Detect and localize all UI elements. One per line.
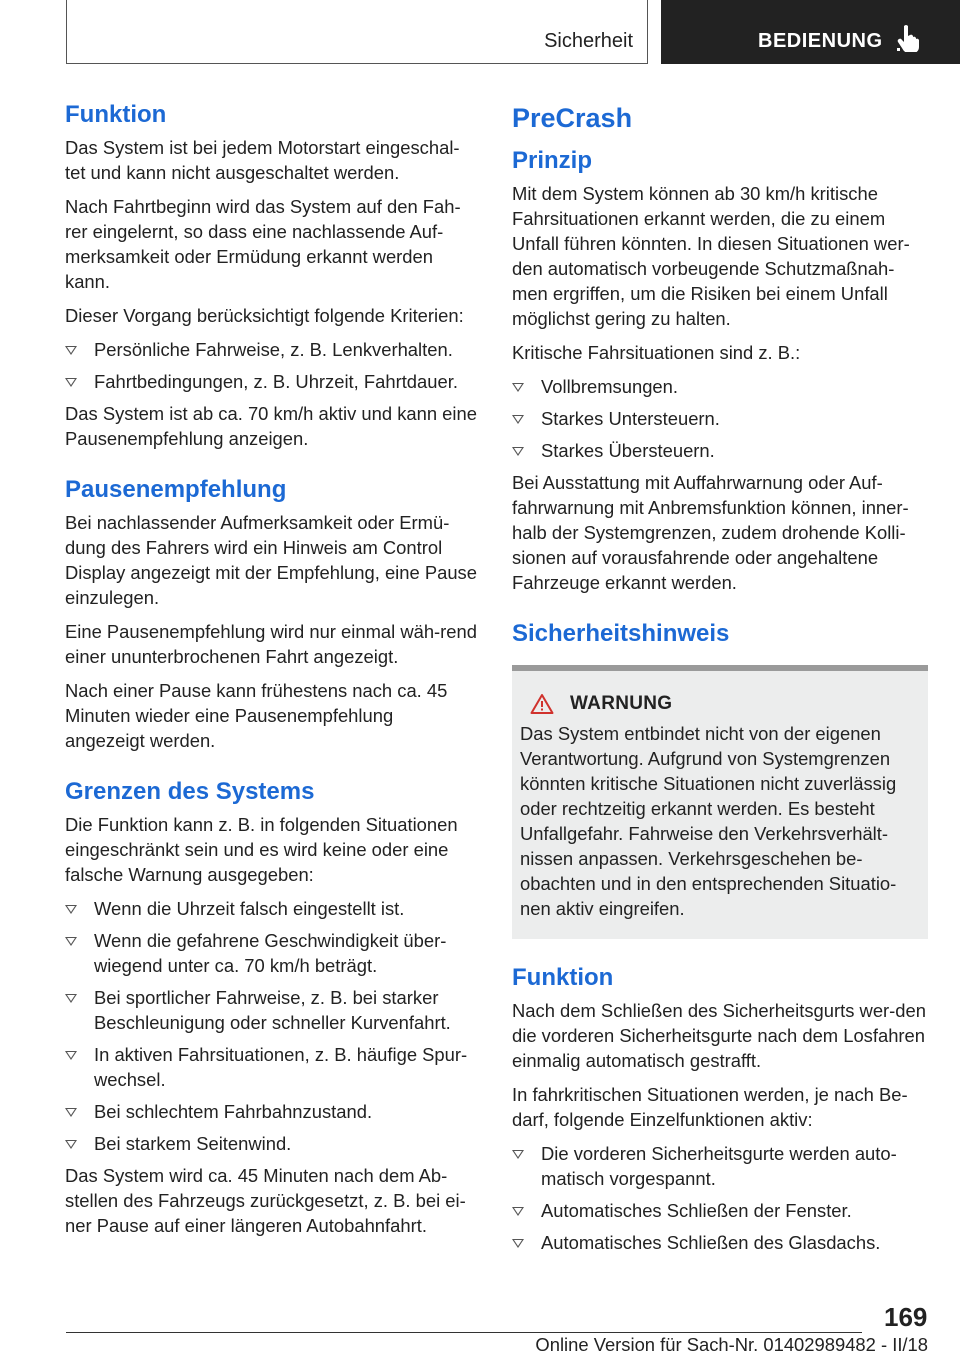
header-section-tab — [66, 0, 648, 64]
heading-grenzen: Grenzen des Systems — [65, 778, 315, 805]
list-item: Wenn die gefahrene Geschwindigkeit über‐wiegend unter ca. 70 km/h beträgt. — [65, 928, 477, 978]
limits-list — [65, 896, 477, 1156]
bullet-triangle-icon — [512, 1150, 524, 1159]
paragraph: Bei nachlassender Aufmerksamkeit oder Ermü‐dung des Fahrers wird ein Hinweis am Control Display angezeigt mit der Empfehlung, eine Pause einzulegen. — [65, 512, 477, 608]
list-item: Bei sportlicher Fahrweise, z. B. bei starker Beschleunigung oder schneller Kurvenfahrt. — [65, 985, 477, 1035]
right-column — [512, 98, 928, 1262]
bullet-triangle-icon — [65, 905, 77, 914]
bullet-triangle-icon — [65, 937, 77, 946]
bullet-triangle-icon — [65, 1051, 77, 1060]
bullet-triangle-icon — [65, 346, 77, 355]
criteria-list — [65, 337, 477, 394]
bullet-triangle-icon — [512, 1239, 524, 1248]
bullet-triangle-icon — [512, 415, 524, 424]
list-item: Bei starkem Seitenwind. — [65, 1131, 477, 1156]
left-column — [65, 98, 477, 1247]
hand-pointer-icon — [895, 24, 921, 52]
paragraph: In fahrkritischen Situationen werden, je nach Be‐darf, folgende Einzelfunktionen aktiv: — [512, 1084, 908, 1130]
situations-list — [512, 374, 928, 463]
heading-funktion: Funktion — [65, 101, 167, 128]
bullet-triangle-icon — [512, 1207, 524, 1216]
paragraph: Mit dem System können ab 30 km/h kritische Fahrsituationen erkannt werden, die zu einem Unfall führen könnten. In diesen Situationen wer‐den automatisch vorbeugende Schutzmaßnah‐men ergriffen, um die Risiken bei einem Unfall möglichst gering zu halten. — [512, 183, 910, 329]
bullet-triangle-icon — [65, 1108, 77, 1117]
list-item: Starkes Übersteuern. — [512, 438, 928, 463]
functions-list — [512, 1141, 928, 1255]
list-item: Die vorderen Sicherheitsgurte werden auto‐matisch vorgespannt. — [512, 1141, 928, 1191]
list-item: Automatisches Schließen der Fenster. — [512, 1198, 928, 1223]
list-item: Persönliche Fahrweise, z. B. Lenkverhalten. — [65, 337, 477, 362]
paragraph: Das System ist ab ca. 70 km/h aktiv und kann eine Pausenempfehlung anzeigen. — [65, 403, 477, 449]
footer-divider — [66, 1332, 862, 1333]
heading-pausenempfehlung: Pausenempfehlung — [65, 476, 287, 503]
bullet-triangle-icon — [65, 378, 77, 387]
bullet-triangle-icon — [65, 1140, 77, 1149]
paragraph: Nach dem Schließen des Sicherheitsgurts wer‐den die vorderen Sicherheitsgurte nach dem Losfahren einmalig automatisch gestrafft. — [512, 1000, 926, 1071]
header-section-label: Sicherheit — [544, 30, 633, 52]
paragraph: Die Funktion kann z. B. in folgenden Situationen eingeschränkt sein und es wird keine oder eine falsche Warnung ausgegeben: — [65, 814, 458, 885]
paragraph: Das System ist bei jedem Motorstart eingeschal‐tet und kann nicht ausgeschaltet werden. — [65, 137, 460, 183]
warning-text: Das System entbindet nicht von der eigenen Verantwortung. Aufgrund von Systemgrenzen könnten kritische Situationen nicht zuverlässig oder rechtzeitig erkannt werden. Es besteht Unfallgefahr. Fahrweise den Verkehrsverhält‐nissen anpassen. Verkehrsgeschehen be‐obachten und in den entsprechenden Situatio‐nen aktiv eingreifen. — [520, 723, 897, 919]
heading-sicherheitshinweis: Sicherheitshinweis — [512, 620, 730, 647]
paragraph: Kritische Fahrsituationen sind z. B.: — [512, 342, 801, 363]
warning-header — [520, 693, 918, 715]
header-chapter-tab — [661, 0, 960, 64]
list-item: Bei schlechtem Fahrbahnzustand. — [65, 1099, 477, 1124]
list-item: In aktiven Fahrsituationen, z. B. häufige Spur‐wechsel. — [65, 1042, 477, 1092]
page-number: 169 — [884, 1302, 928, 1332]
paragraph: Nach Fahrtbeginn wird das System auf den Fah‐rer eingelernt, so dass eine nachlassende Auf‐merksamkeit oder Ermüdung erkannt werden kann. — [65, 196, 461, 292]
bullet-triangle-icon — [512, 447, 524, 456]
paragraph: Das System wird ca. 45 Minuten nach dem Ab‐stellen des Fahrzeugs zurückgesetzt, z. B. bei ei‐ner Pause auf einer längeren Autobahnfahrt. — [65, 1165, 466, 1236]
warning-triangle-icon — [530, 693, 554, 715]
warning-box — [512, 665, 928, 939]
list-item: Fahrtbedingungen, z. B. Uhrzeit, Fahrtdauer. — [65, 369, 477, 394]
paragraph: Eine Pausenempfehlung wird nur einmal wäh‐rend einer ununterbrochenen Fahrt angezeigt. — [65, 621, 477, 667]
heading-funktion-precrash: Funktion — [512, 964, 614, 991]
paragraph: Bei Ausstattung mit Auffahrwarnung oder Auf‐fahrwarnung mit Anbremsfunktion können, inner‐halb der Systemgrenzen, zudem drohende Kolli‐sionen auf vorausfahrende oder angehaltene Fahrzeuge erkannt werden. — [512, 472, 909, 593]
footer-online-version: Online Version für Sach-Nr. 01402989482 - II/18 — [535, 1334, 928, 1355]
list-item: Starkes Untersteuern. — [512, 406, 928, 431]
warning-title: WARNUNG — [570, 693, 673, 714]
paragraph: Dieser Vorgang berücksichtigt folgende Kriterien: — [65, 305, 464, 326]
bullet-triangle-icon — [512, 383, 524, 392]
paragraph: Nach einer Pause kann frühestens nach ca. 45 Minuten wieder eine Pausenempfehlung angezeigt werden. — [65, 680, 448, 751]
bullet-triangle-icon — [65, 994, 77, 1003]
header-chapter-label: BEDIENUNG — [758, 30, 883, 52]
list-item: Automatisches Schließen des Glasdachs. — [512, 1230, 928, 1255]
list-item: Wenn die Uhrzeit falsch eingestellt ist. — [65, 896, 477, 921]
list-item: Vollbremsungen. — [512, 374, 928, 399]
heading-precrash: PreCrash — [512, 103, 633, 133]
heading-prinzip: Prinzip — [512, 147, 593, 174]
